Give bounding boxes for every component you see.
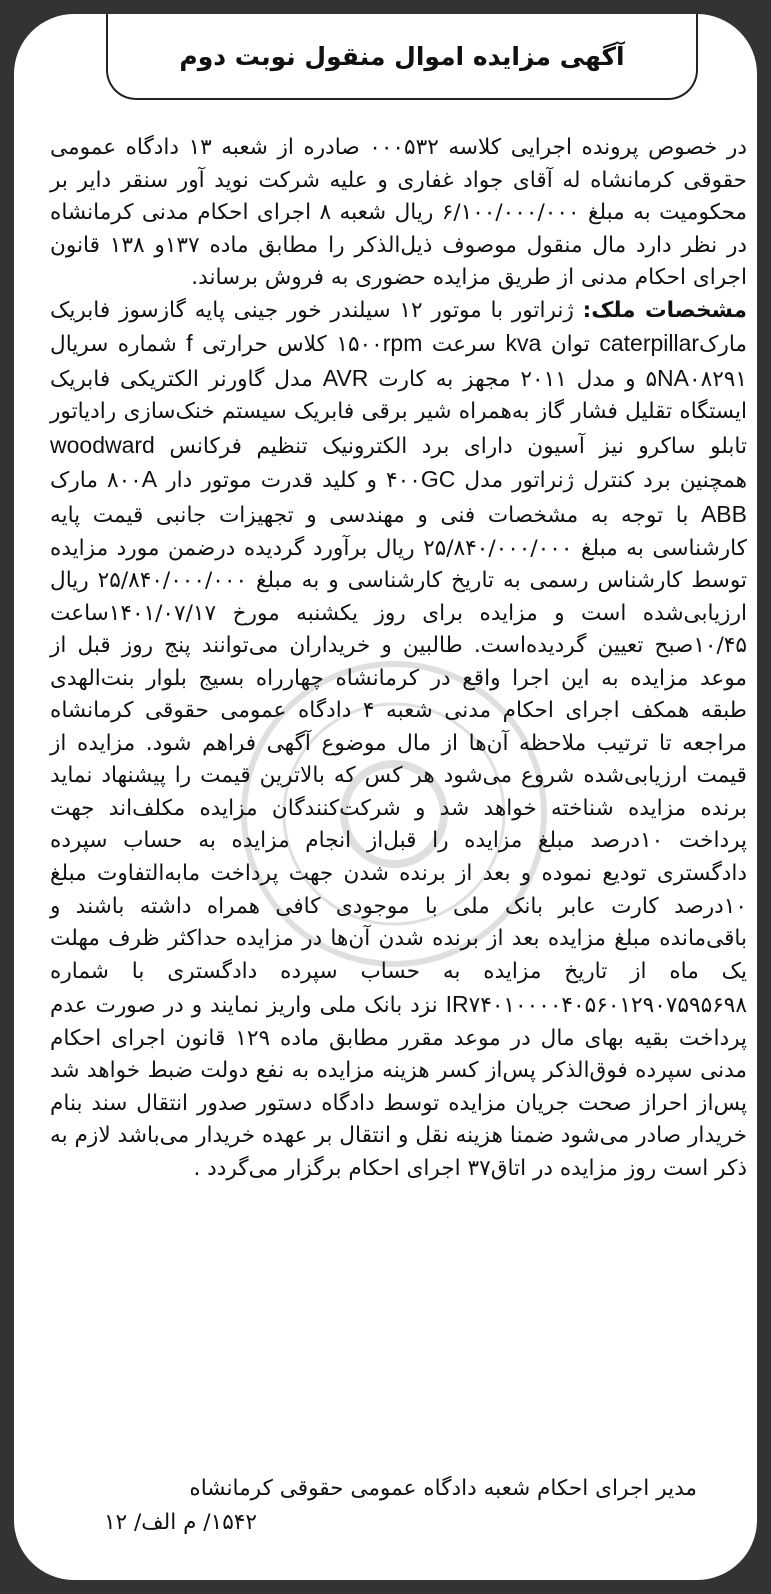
specs-label: مشخصات ملک: (582, 297, 747, 323)
notice-code: ۱۵۴۲/ م الف/ ۱۲ (103, 1510, 257, 1535)
iban-prefix: IR (445, 991, 469, 1018)
intro-paragraph: در خصوص پرونده اجرایی کلاسه ۰۰۰۵۳۲ صادره از شعبه ۱۳ دادگاه عمومی حقوقی کرمانشاه له آقای جواد غفاری و علیه شرکت نوید آور سنقر دایر بر محکومیت به مبلغ ۶/۱۰۰/۰۰۰/۰۰۰ ریال شعبه ۸ اجرای احکام مدنی کرمانشاه در نظر دارد مال منقول موصوف ذیل‌الذکر را مطابق ماده ۱۳۷و ۱۳۸ قانون اجرای احکام مدنی از طریق مزایده حضوری به فروش برساند. (50, 135, 748, 291)
title-box (106, 14, 698, 100)
specs-text-8: همچنین برد کنترل ژنراتور مدل ۴۰۰ (386, 468, 747, 494)
notice-body (50, 132, 747, 1186)
gc-label: GC (420, 466, 456, 493)
specs-text-4: کلاس حرارتی (202, 332, 327, 358)
unit-kva: kva (505, 330, 542, 357)
specs-text-5: شماره سریال ۵ (50, 332, 658, 392)
woodward-label: woodward (50, 431, 155, 458)
specs-text-6: ۰۸۲۹۱ و مدل ۲۰۱۱ مجهز به کارت (378, 366, 747, 392)
specs-text-10: مارک (50, 468, 98, 494)
serial-na: NA (657, 364, 689, 391)
specs-text-1: ژنراتور با موتور ۱۲ سیلندر خور جینی پایه گازسوز فابریک مارک (50, 297, 747, 358)
signature-line: مدیر اجرای احکام شعبه دادگاه عمومی حقوقی کرمانشاه (189, 1476, 697, 1501)
signature-block (97, 1472, 697, 1540)
amp-label: A (141, 466, 158, 493)
brand-name: caterpillar (599, 330, 700, 357)
specs-text-7: مدل گاورنر الکتریکی فابریک ایستگاه تقلیل فشار گاز به‌همراه شیر برقی فابریک سیستم خنک‌سازی رادیاتور تابلو ساکرو نیز آسیون دارای برد الکترونیک تنظیم فرکانس (50, 366, 747, 459)
class-f: f (186, 330, 193, 357)
specs-paragraph (50, 295, 747, 1186)
notice-title: آگهی مزایده اموال منقول نوبت دوم (179, 41, 625, 71)
abb-label: ABB (700, 501, 747, 528)
specs-text-11: با توجه به مشخصات فنی و مهندسی و تجهیزات جانبی قیمت پایه کارشناسی به مبلغ ۲۵/۸۴۰/۰۰۰/۰۰۰ ریال برآورد گردیده درضمن مورد مزایده توسط کارشناس رسمی به تاریخ کارشناسی و به مبلغ ۲۵/۸۴۰/۰۰۰/۰۰۰ ریال ارزیابی‌شده است و مزایده برای روز یکشنبه مورخ ۱۴۰۱/۰۷/۱۷ساعت ۱۰/۴۵صبح تعیین گردیده‌است. طالبین و خریداران می‌توانند پنج روز قبل از موعد مزایده به این اجرا واقع در کرمانشاه چهارراه بسیج بلوار بنت‌الهدی طبقه همکف اجرای احکام مدنی شعبه ۴ دادگاه عمومی حقوقی کرمانشاه مراجعه تا ترتیب ملاحظه آن‌ها از مال موضوع آگهی فراهم شود. مزایده از قیمت ارزیابی‌شده شروع می‌شود هر کس که بالاترین قیمت را پیشنهاد نماید برنده مزایده شناخته خواهد شد و شرکت‌کنندگان مزایده مکلف‌اند جهت پرداخت ۱۰درصد مبلغ مزایده را قبل‌از انجام مزایده به حساب سپرده دادگستری تودیع نموده و بعد از برنده شدن جهت پرداخت مابه‌التفاوت مبلغ ۱۰درصد کارت عابر بانک ملی با موجودی کافی همراه داشته باشند و باقی‌مانده مبلغ مزایده بعد از برنده شدن آن‌ها در مزایده حداکثر ظرف مهلت یک ماه از تاریخ مزایده به حساب سپرده دادگستری با شماره (50, 503, 747, 984)
specs-text-12: ۷۴۰۱۰۰۰۰۴۰۵۶۰۱۲۹۰۷۵۹۵۶۹۸ نزد بانک ملی واریز نمایند و در صورت عدم پرداخت بقیه بهای مال در موعد مقرر مطابق ماده ۱۲۹ قانون اجرای احکام مدنی سپرده فوق‌الذکر پس‌از کسر هزینه مزایده به نفع دولت ضبط خواهد شد پس‌از احراز صحت جریان مزایده توسط دادگاه دستور صدور انتقال سند بنام خریدار صادر می‌شود ضمنا هزینه نقل و انتقال بر عهده خریدار می‌باشد لازم به ذکر است روز مزایده در اتاق۳۷ اجرای احکام برگزار می‌گردد . (50, 993, 748, 1181)
specs-text-3: سرعت ۱۵۰۰ (336, 332, 496, 358)
unit-rpm: rpm (382, 330, 423, 357)
specs-text-2: توان (550, 332, 590, 358)
specs-text-9: و کلید قدرت موتور دار ۸۰۰ (106, 468, 377, 494)
notice-card (14, 14, 757, 1580)
avr-label: AVR (322, 364, 369, 391)
